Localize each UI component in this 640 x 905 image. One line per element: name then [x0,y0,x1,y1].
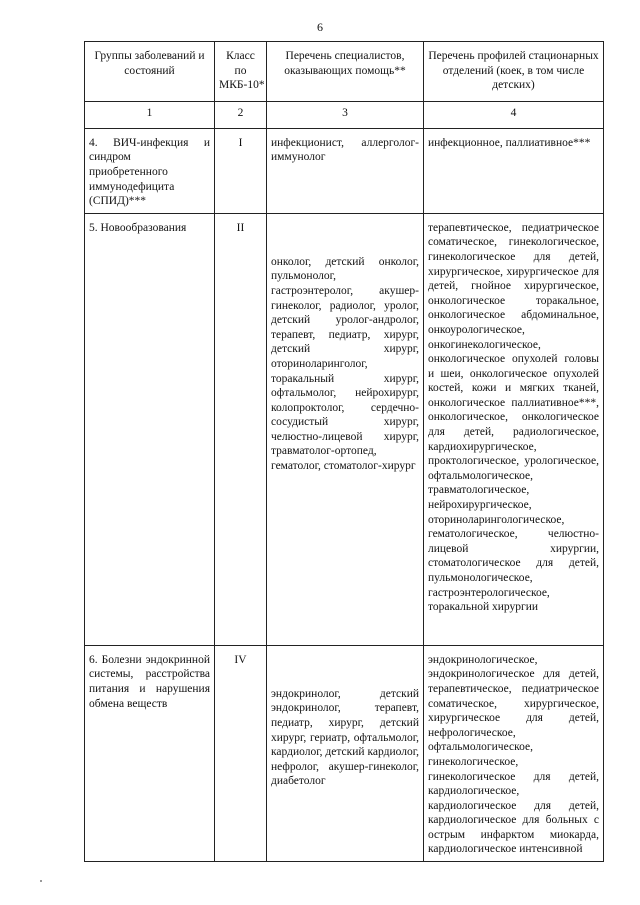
column-number: 2 [215,101,267,128]
page-number: 6 [317,20,323,34]
disease-group: 5. Новообразования [85,213,215,645]
header-disease-groups: Группы заболеваний и состояний [85,42,215,102]
icd-class: I [215,128,267,213]
disease-group: 4. ВИЧ-инфекция и синдром приобретенного иммунодефицита (СПИД)*** [85,128,215,213]
scan-speck [40,880,42,882]
specialists-list: инфекционист, аллерголог-иммунолог [267,128,424,213]
icd-class: IV [215,645,267,861]
header-icd-class: Класс по МКБ-10* [215,42,267,102]
header-row [85,42,604,102]
ward-profiles-list: эндокринологическое, эндокринологическое для детей, терапевтическое, педиатрическое соматическое, хирургическое, хирургическое для детей, нефрологическое, офтальмологическое, гинекологическое, гинекологическое для детей, кардиологическое, кардиологическое для детей, кардиологическое для больных с острым инфарктом миокарда, кардиологическое интенсивной [424,645,604,861]
ward-profiles-list: инфекционное, паллиативное*** [424,128,604,213]
header-ward-profiles: Перечень профилей стационарных отделений (коек, в том числе детских) [424,42,604,102]
table-row [85,213,604,645]
disease-group: 6. Болезни эндокринной системы, расстройства питания и нарушения обмена веществ [85,645,215,861]
column-number: 4 [424,101,604,128]
ward-profiles-list: терапевтическое, педиатрическое соматическое, гинекологическое, гинекологическое для детей, хирургическое, хирургическое для детей, гнойное хирургическое, онкологическое торакальное, онкологическое абдоминальное, онкоурологическое, онкогинекологическое, онкологическое опухолей головы и шеи, онкологическое опухолей костей, кожи и мягких тканей, онкологическое паллиативное***, онкологическое, онкологическое для детей, радиологическое, кардиохирургическое, проктологическое, урологическое, офтальмологическое, травматологическое, нейрохирургическое, оториноларингологическое, гематологическое, челюстно-лицевой хирургии, стоматологическое для детей, пульмонологическое, гастроэнтерологическое, торакальной хирургии [424,213,604,645]
header-specialists: Перечень специалистов, оказывающих помощь** [267,42,424,102]
specialists-list [267,645,424,861]
table-row [85,128,604,213]
specialists-text: онколог, детский онколог, пульмонолог, гастроэнтеролог, акушер-гинеколог, радиолог, уролог, детский уролог-андролог, терапевт, педиатр, хирург, детский хирург, оториноларинголог, торакальный хирург, офтальмолог, нейрохирург, колопроктолог, сердечно-сосудистый хирург, челюстно-лицевой хирург, травматолог-ортопед, гематолог, стоматолог-хирург [271,255,419,473]
specialists-text: эндокринолог, детский эндокринолог, терапевт, педиатр, хирург, детский хирург, гериатр, офтальмолог, кардиолог, детский кардиолог, нефролог, акушер-гинеколог, диабетолог [271,687,419,788]
specialists-list [267,213,424,645]
column-number-row [85,101,604,128]
table-row [85,645,604,861]
icd-class: II [215,213,267,645]
column-number: 1 [85,101,215,128]
specialists-table [84,41,604,862]
column-number: 3 [267,101,424,128]
